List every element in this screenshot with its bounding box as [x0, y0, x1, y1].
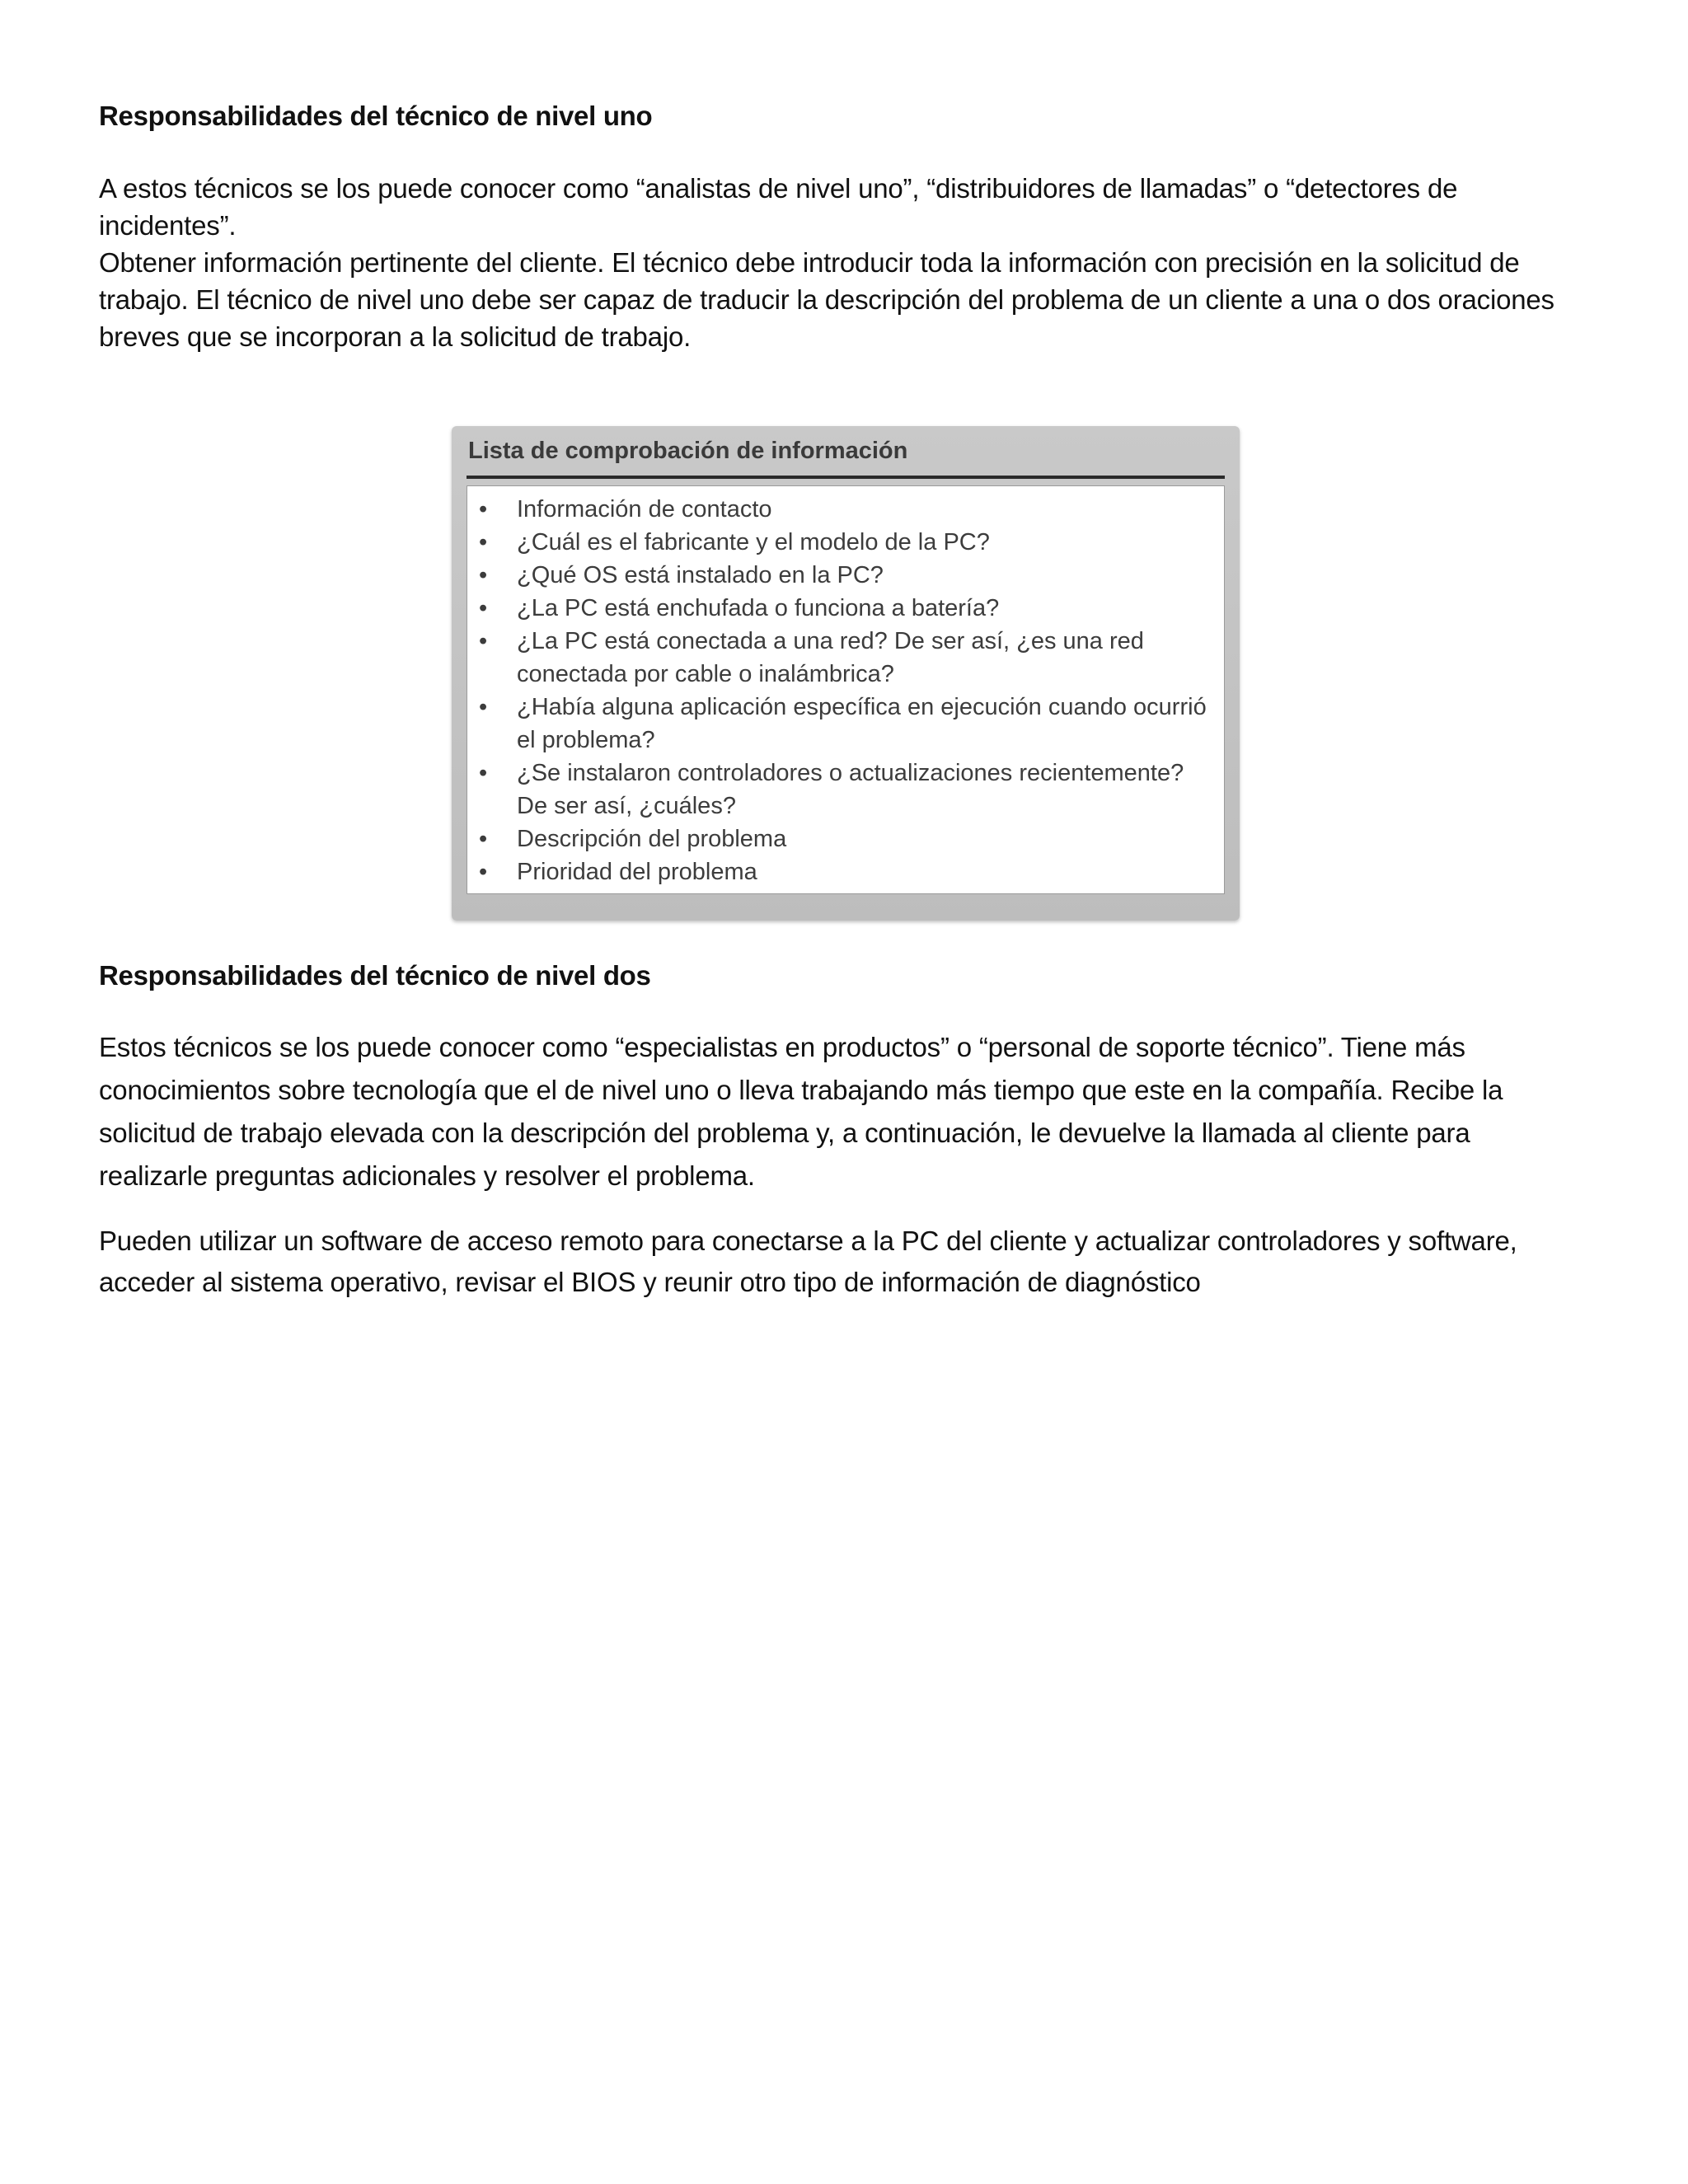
section2-body-2 [99, 1221, 1582, 1303]
bullet-icon: • [479, 562, 488, 588]
list-item: • Información de contacto [467, 493, 1224, 526]
section1-body [99, 170, 1582, 355]
section1-paragraph-2: Obtener información pertinente del cliente. El técnico debe introducir toda la información con precisión en la solicitud de trabajo. El técnico de nivel uno debe ser capaz de traducir la descripción del problema de un cliente a una o dos oraciones breves que se incorporan a la solicitud de trabajo. [99, 247, 1554, 352]
checklist-divider [467, 476, 1225, 479]
section2-heading: Responsabilidades del técnico de nivel dos [99, 960, 651, 991]
section2 [99, 957, 1582, 1303]
checklist-figure [452, 426, 1240, 921]
bullet-icon: • [479, 496, 488, 523]
document-page [99, 97, 1582, 1303]
section1-paragraph-1: A estos técnicos se los puede conocer como “analistas de nivel uno”, “distribuidores de llamadas” o “detectores de incidentes”. [99, 173, 1458, 241]
section2-body [99, 1026, 1582, 1197]
section2-paragraph-1: Estos técnicos se los puede conocer como “especialistas en productos” o “personal de soporte técnico”. Tiene más conocimientos sobre tecnología que el de nivel uno o lleva trabajando más tiempo que este en la compañía. Recibe la solicitud de trabajo elevada con la descripción del problema y, a continuación, le devuelve la llamada al cliente para realizarle preguntas adicionales y resolver el problema. [99, 1032, 1503, 1191]
list-item: • ¿Había alguna aplicación específica en ejecución cuando ocurrió el problema? [467, 691, 1224, 757]
checklist-panel [467, 485, 1225, 894]
checklist-title: Lista de comprobación de información [468, 438, 908, 464]
list-item: • ¿La PC está conectada a una red? De ser así, ¿es una red conectada por cable o inalámbrica? [467, 625, 1224, 691]
section1-heading: Responsabilidades del técnico de nivel uno [99, 101, 653, 131]
list-item: • ¿Qué OS está instalado en la PC? [467, 559, 1224, 592]
bullet-icon: • [479, 826, 488, 852]
bullet-icon: • [479, 529, 488, 555]
list-item: • ¿Se instalaron controladores o actualizaciones recientemente? De ser así, ¿cuáles? [467, 757, 1224, 823]
list-item: • Prioridad del problema [467, 855, 1224, 888]
list-item: • ¿Cuál es el fabricante y el modelo de la PC? [467, 526, 1224, 559]
section2-paragraph-2: Pueden utilizar un software de acceso remoto para conectarse a la PC del cliente y actualizar controladores y software, acceder al sistema operativo, revisar el BIOS y reunir otro tipo de información de diagnóstico [99, 1226, 1517, 1297]
bullet-icon: • [479, 859, 488, 885]
bullet-icon: • [479, 628, 488, 654]
bullet-icon: • [479, 595, 488, 621]
checklist-list [467, 486, 1224, 888]
list-item: • ¿La PC está enchufada o funciona a batería? [467, 592, 1224, 625]
bullet-icon: • [479, 760, 488, 786]
list-item: • Descripción del problema [467, 823, 1224, 855]
bullet-icon: • [479, 694, 488, 720]
